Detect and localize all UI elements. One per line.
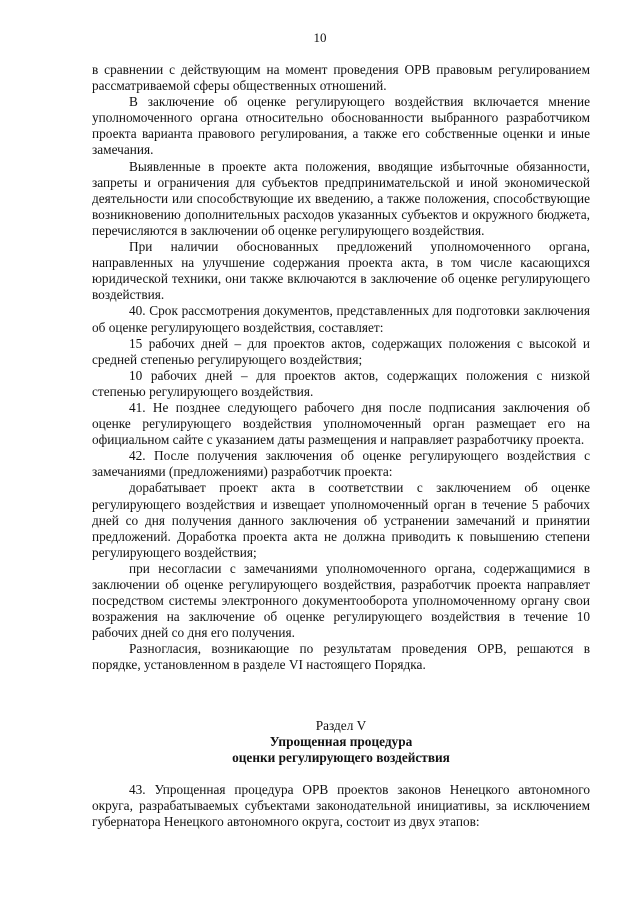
paragraph: в сравнении с действующим на момент проведения ОРВ правовым регулированием рассматриваемой сферы общественных отношений. bbox=[92, 62, 590, 94]
section-title-line-1: Упрощенная процедура bbox=[269, 734, 413, 749]
page-number: 10 bbox=[313, 30, 327, 45]
section-title-line-2: оценки регулирующего воздействия bbox=[232, 750, 450, 765]
paragraph: 41. Не позднее следующего рабочего дня после подписания заключения об оценке регулирующего воздействия уполномоченный орган размещает его на официальном сайте с указанием даты размещения и направляет разработчику проекта. bbox=[92, 399, 590, 448]
paragraph: 10 рабочих дней – для проектов актов, содержащих положения с низкой степенью регулирующего воздействия. bbox=[92, 367, 590, 399]
paragraph: 40. Срок рассмотрения документов, представленных для подготовки заключения об оценке регулирующего воздействия, составляет: bbox=[92, 303, 590, 335]
paragraph: Разногласия, возникающие по результатам проведения ОРВ, решаются в порядке, установленном в разделе VI настоящего Порядка. bbox=[92, 641, 590, 673]
paragraph: Выявленные в проекте акта положения, вводящие избыточные обязанности, запреты и ограничения для субъектов предпринимательской и иной экономической деятельности или способствующие их введению, а также положения, способствующие возникновению дополнительных расходов указанных субъектов и окружного бюджета, перечисляются в заключении об оценке регулирующего воздействия. bbox=[92, 158, 590, 238]
paragraph: дорабатывает проект акта в соответствии с заключением об оценке регулирующего воздействия и извещает уполномоченный орган в течение 5 рабочих дней со дня получения данного заключения об устранении замечаний и принятии предложений. Доработка проекта акта не должна приводить к повышению степени регулирующего воздействия; bbox=[92, 480, 590, 560]
paragraph-43: 43. Упрощенная процедура ОРВ проектов законов Ненецкого автономного округа, разрабатываемых субъектами законодательной инициативы, за исключением губернатора Ненецкого автономного округа, состоит из двух этапов: bbox=[92, 782, 590, 830]
body-text bbox=[92, 62, 590, 674]
paragraph: при несогласии с замечаниями уполномоченного органа, содержащимися в заключении об оценке регулирующего воздействия, разработчик проекта направляет посредством системы электронного документооборота уполномоченному органу свои возражения на заключение об оценке регулирующего воздействия в течение 10 рабочих дней со дня его получения. bbox=[92, 560, 590, 641]
paragraph: 15 рабочих дней – для проектов актов, содержащих положения с высокой и средней степенью регулирующего воздействия; bbox=[92, 335, 590, 367]
section-v-body bbox=[92, 782, 590, 831]
paragraph: При наличии обоснованных предложений уполномоченного органа, направленных на улучшение содержания проекта акта, в том числе касающихся юридической техники, они также включаются в заключение об оценке регулирующего воздействия. bbox=[92, 239, 590, 303]
paragraph: 42. После получения заключения об оценке регулирующего воздействия с замечаниями (предложениями) разработчик проекта: bbox=[92, 448, 590, 480]
paragraph: В заключение об оценке регулирующего воздействия включается мнение уполномоченного органа относительно обоснованности выбранного разработчиком проекта варианта правового регулирования, а также его собственные оценки и иные замечания. bbox=[92, 94, 590, 158]
section-label: Раздел V bbox=[315, 718, 367, 733]
